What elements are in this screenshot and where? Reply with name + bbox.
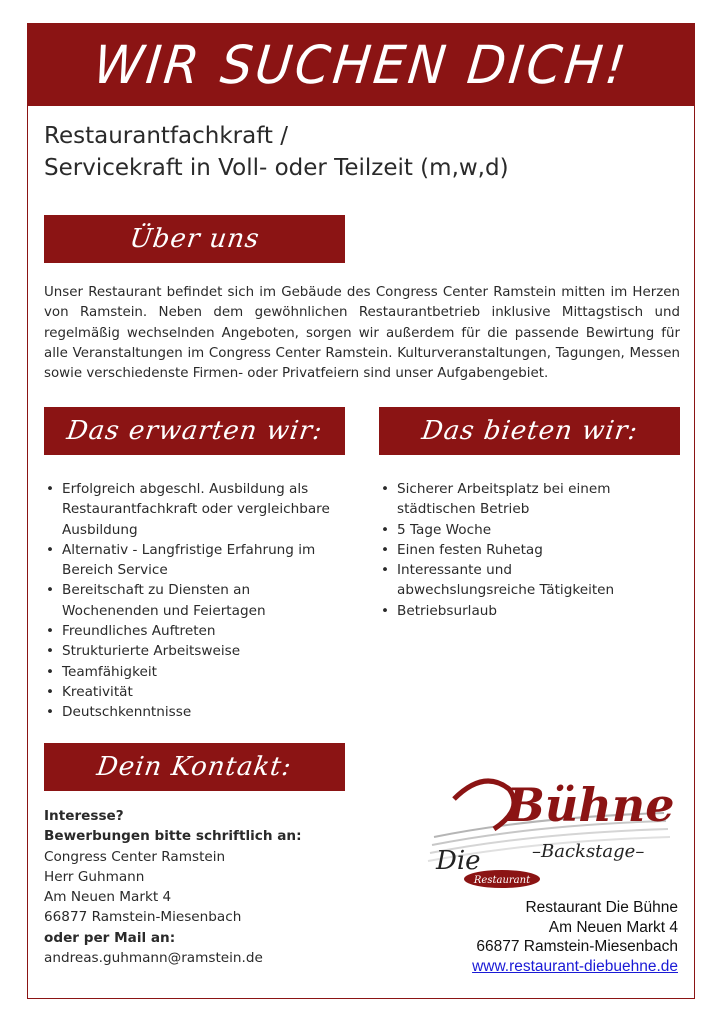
contact-company: Congress Center Ramstein [44,848,226,865]
job-title-line-2: Servicekraft in Voll- oder Teilzeit (m,w,d) [44,155,509,181]
contact-heading: Dein Kontakt: [95,752,294,782]
expect-heading: Das erwarten wir: [64,416,325,446]
list-item: • Erfolgreich abgeschl. Ausbildung als Restaurantfachkraft oder vergleichbare Ausbildung [44,479,334,540]
list-item: • Alternativ - Langfristige Erfahrung im Bereich Service [44,540,334,581]
list-item: • 5 Tage Woche [379,520,649,540]
list-item: • Bereitschaft zu Diensten an Wochenenden und Feiertagen [44,580,334,621]
contact-block [44,806,302,968]
job-title [44,120,509,184]
logo-restaurant: Restaurant [473,875,531,886]
restaurant-logo [414,759,684,889]
list-item: • Teamfähigkeit [44,662,334,682]
contact-mail-label: oder per Mail an: [44,929,176,946]
expect-heading-bar [44,407,345,455]
offer-heading: Das bieten wir: [419,416,640,446]
about-heading-bar [44,215,345,263]
restaurant-address [472,898,678,976]
about-text: Unser Restaurant befindet sich im Gebäude des Congress Center Ramstein mitten im Herzen von Ramstein. Neben dem gewöhnlichen Restaurantbetrieb inklusive Mittagstisch und regelmäßig wechselnden Angeboten, sorgen wir außerdem für die passende Bewirtung für alle Veranstaltungen im Congress Center Ramstein. Kulturveranstaltungen, Tagungen, Messen sowie verschiedenste Firmen- oder Privatfeiern sind unser Aufgabengebiet. [44,285,680,382]
contact-street: Am Neuen Markt 4 [44,889,172,906]
restaurant-street: Am Neuen Markt 4 [548,918,678,936]
contact-apply: Bewerbungen bitte schriftlich an: [44,828,302,845]
about-heading: Über uns [127,224,262,254]
contact-city: 66877 Ramstein-Miesenbach [44,909,242,926]
restaurant-name: Restaurant Die Bühne [525,899,678,916]
restaurant-website-link[interactable]: www.restaurant-diebuehne.de [472,957,678,975]
list-item: • Deutschkenntnisse [44,702,334,722]
list-item: • Sicherer Arbeitsplatz bei einem städtischen Betrieb [379,479,649,520]
logo-buehne: Bühne [506,778,675,832]
offer-heading-bar [379,407,680,455]
logo-die: Die [436,846,481,876]
restaurant-city: 66877 Ramstein-Miesenbach [476,938,678,955]
list-item: • Kreativität [44,682,334,702]
contact-person: Herr Guhmann [44,868,145,885]
expect-list [44,479,334,723]
list-item: • Betriebsurlaub [379,601,649,621]
headline-banner [28,24,694,106]
contact-interest: Interesse? [44,808,124,824]
contact-email[interactable]: andreas.guhmann@ramstein.de [44,950,263,967]
job-ad-page [27,23,695,999]
job-title-line-1: Restaurantfachkraft / [44,123,288,149]
list-item: • Strukturierte Arbeitsweise [44,641,334,661]
logo-backstage: –Backstage– [532,841,645,862]
headline: WIR SUCHEN DICH! [90,34,632,96]
list-item: • Interessante und abwechslungsreiche Tätigkeiten [379,560,649,601]
offer-list [379,479,649,621]
contact-heading-bar [44,743,345,791]
list-item: • Einen festen Ruhetag [379,540,649,560]
list-item: • Freundliches Auftreten [44,621,334,641]
